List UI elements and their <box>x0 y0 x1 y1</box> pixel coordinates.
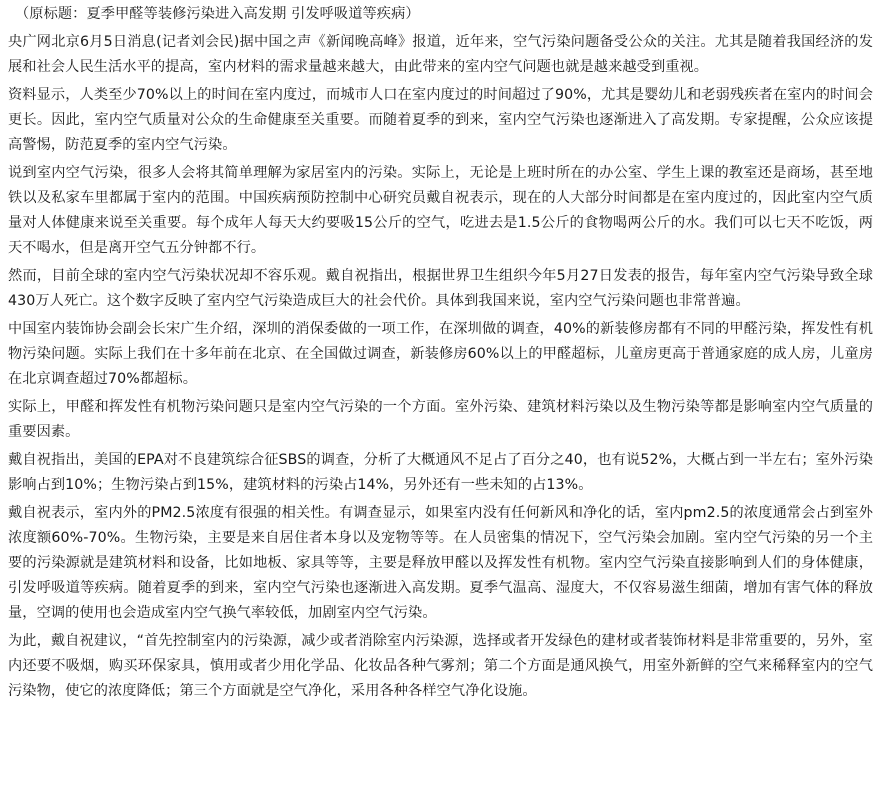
paragraph-intro: 央广网北京6月5日消息(记者刘会民)据中国之声《新闻晚高峰》报道，近年来，空气污染问题备受公众的关注。尤其是随着我国经济的发展和社会人民生活水平的提高，室内材料的需求量越来越大，由此带来的室内空气问题也就是越来越受到重视。 <box>8 34 873 75</box>
paragraph-epa-sbs: 戴自祝指出，美国的EPA对不良建筑综合征SBS的调查，分析了大概通风不足占了百分之40，也有说52%，大概占到一半左右；室外污染影响占到10%；生物污染占到15%，建筑材料的污染占14%，另外还有一些未知的占13%。 <box>8 452 873 493</box>
paragraph-other-factors: 实际上，甲醛和挥发性有机物污染问题只是室内空气污染的一个方面。室外污染、建筑材料污染以及生物污染等都是影响室内空气质量的重要因素。 <box>8 399 873 440</box>
paragraph-renovation-survey: 中国室内装饰协会副会长宋广生介绍，深圳的消保委做的一项工作，在深圳做的调查，40%的新装修房都有不同的甲醛污染，挥发性有机物污染问题。实际上我们在十多年前在北京、在全国做过调查，新装修房60%以上的甲醛超标，儿童房更高于普通家庭的成人房，儿童房在北京调查超过70%都超标。 <box>8 321 873 387</box>
paragraph-indoor-scope: 说到室内空气污染，很多人会将其简单理解为家居室内的污染。实际上，无论是上班时所在的办公室、学生上课的教室还是商场，甚至地铁以及私家车里都属于室内的范围。中国疾病预防控制中心研究员戴自祝表示，现在的人大部分时间都是在室内度过的，因此室内空气质量对人体健康来说至关重要。每个成年人每天大约要吸15公斤的空气，吃进去是1.5公斤的食物喝两公斤的水。我们可以七天不吃饭，两天不喝水，但是离开空气五分钟都不行。 <box>8 165 873 256</box>
paragraph-time-indoors: 资料显示，人类至少70%以上的时间在室内度过，而城市人口在室内度过的时间超过了90%，尤其是婴幼儿和老弱残疾者在室内的时间会更长。因此，室内空气质量对公众的生命健康至关重要。而随着夏季的到来，室内空气污染也逐渐进入了高发期。专家提醒，公众应该提高警惕，防范夏季的室内空气污染。 <box>8 87 873 153</box>
paragraph-recommendations: 为此，戴自祝建议，“首先控制室内的污染源，减少或者消除室内污染源，选择或者开发绿色的建材或者装饰材料是非常重要的，另外，室内还要不吸烟，购买环保家具，慎用或者少用化学品、化妆品各种气雾剂；第二个方面是通风换气，用室外新鲜的空气来稀释室内的空气污染物，使它的浓度降低；第三个方面就是空气净化，采用各种各样空气净化设施。 <box>8 633 873 699</box>
original-title: （原标题：夏季甲醛等装修污染进入高发期 引发呼吸道等疾病） <box>15 6 420 22</box>
paragraph-pm25: 戴自祝表示，室内外的PM2.5浓度有很强的相关性。有调查显示，如果室内没有任何新风和净化的话，室内pm2.5的浓度通常会占到室外浓度额60%-70%。生物污染，主要是来自居住者本身以及宠物等等。在人员密集的情况下，空气污染会加剧。室内空气污染的另一个主要的污染源就是建筑材料和设备，比如地板、家具等等，主要是释放甲醛以及挥发性有机物。室内空气污染直接影响到人们的身体健康，引发呼吸道等疾病。随着夏季的到来，室内空气污染也逐渐进入高发期。夏季气温高、湿度大，不仅容易滋生细菌，增加有害气体的释放量，空调的使用也会造成室内空气换气率较低，加剧室内空气污染。 <box>8 505 873 621</box>
paragraph-global-status: 然而，目前全球的室内空气污染状况却不容乐观。戴自祝指出，根据世界卫生组织今年5月27日发表的报告，每年室内空气污染导致全球430万人死亡。这个数字反映了室内空气污染造成巨大的社会代价。具体到我国来说，室内空气污染问题也非常普遍。 <box>8 268 873 309</box>
